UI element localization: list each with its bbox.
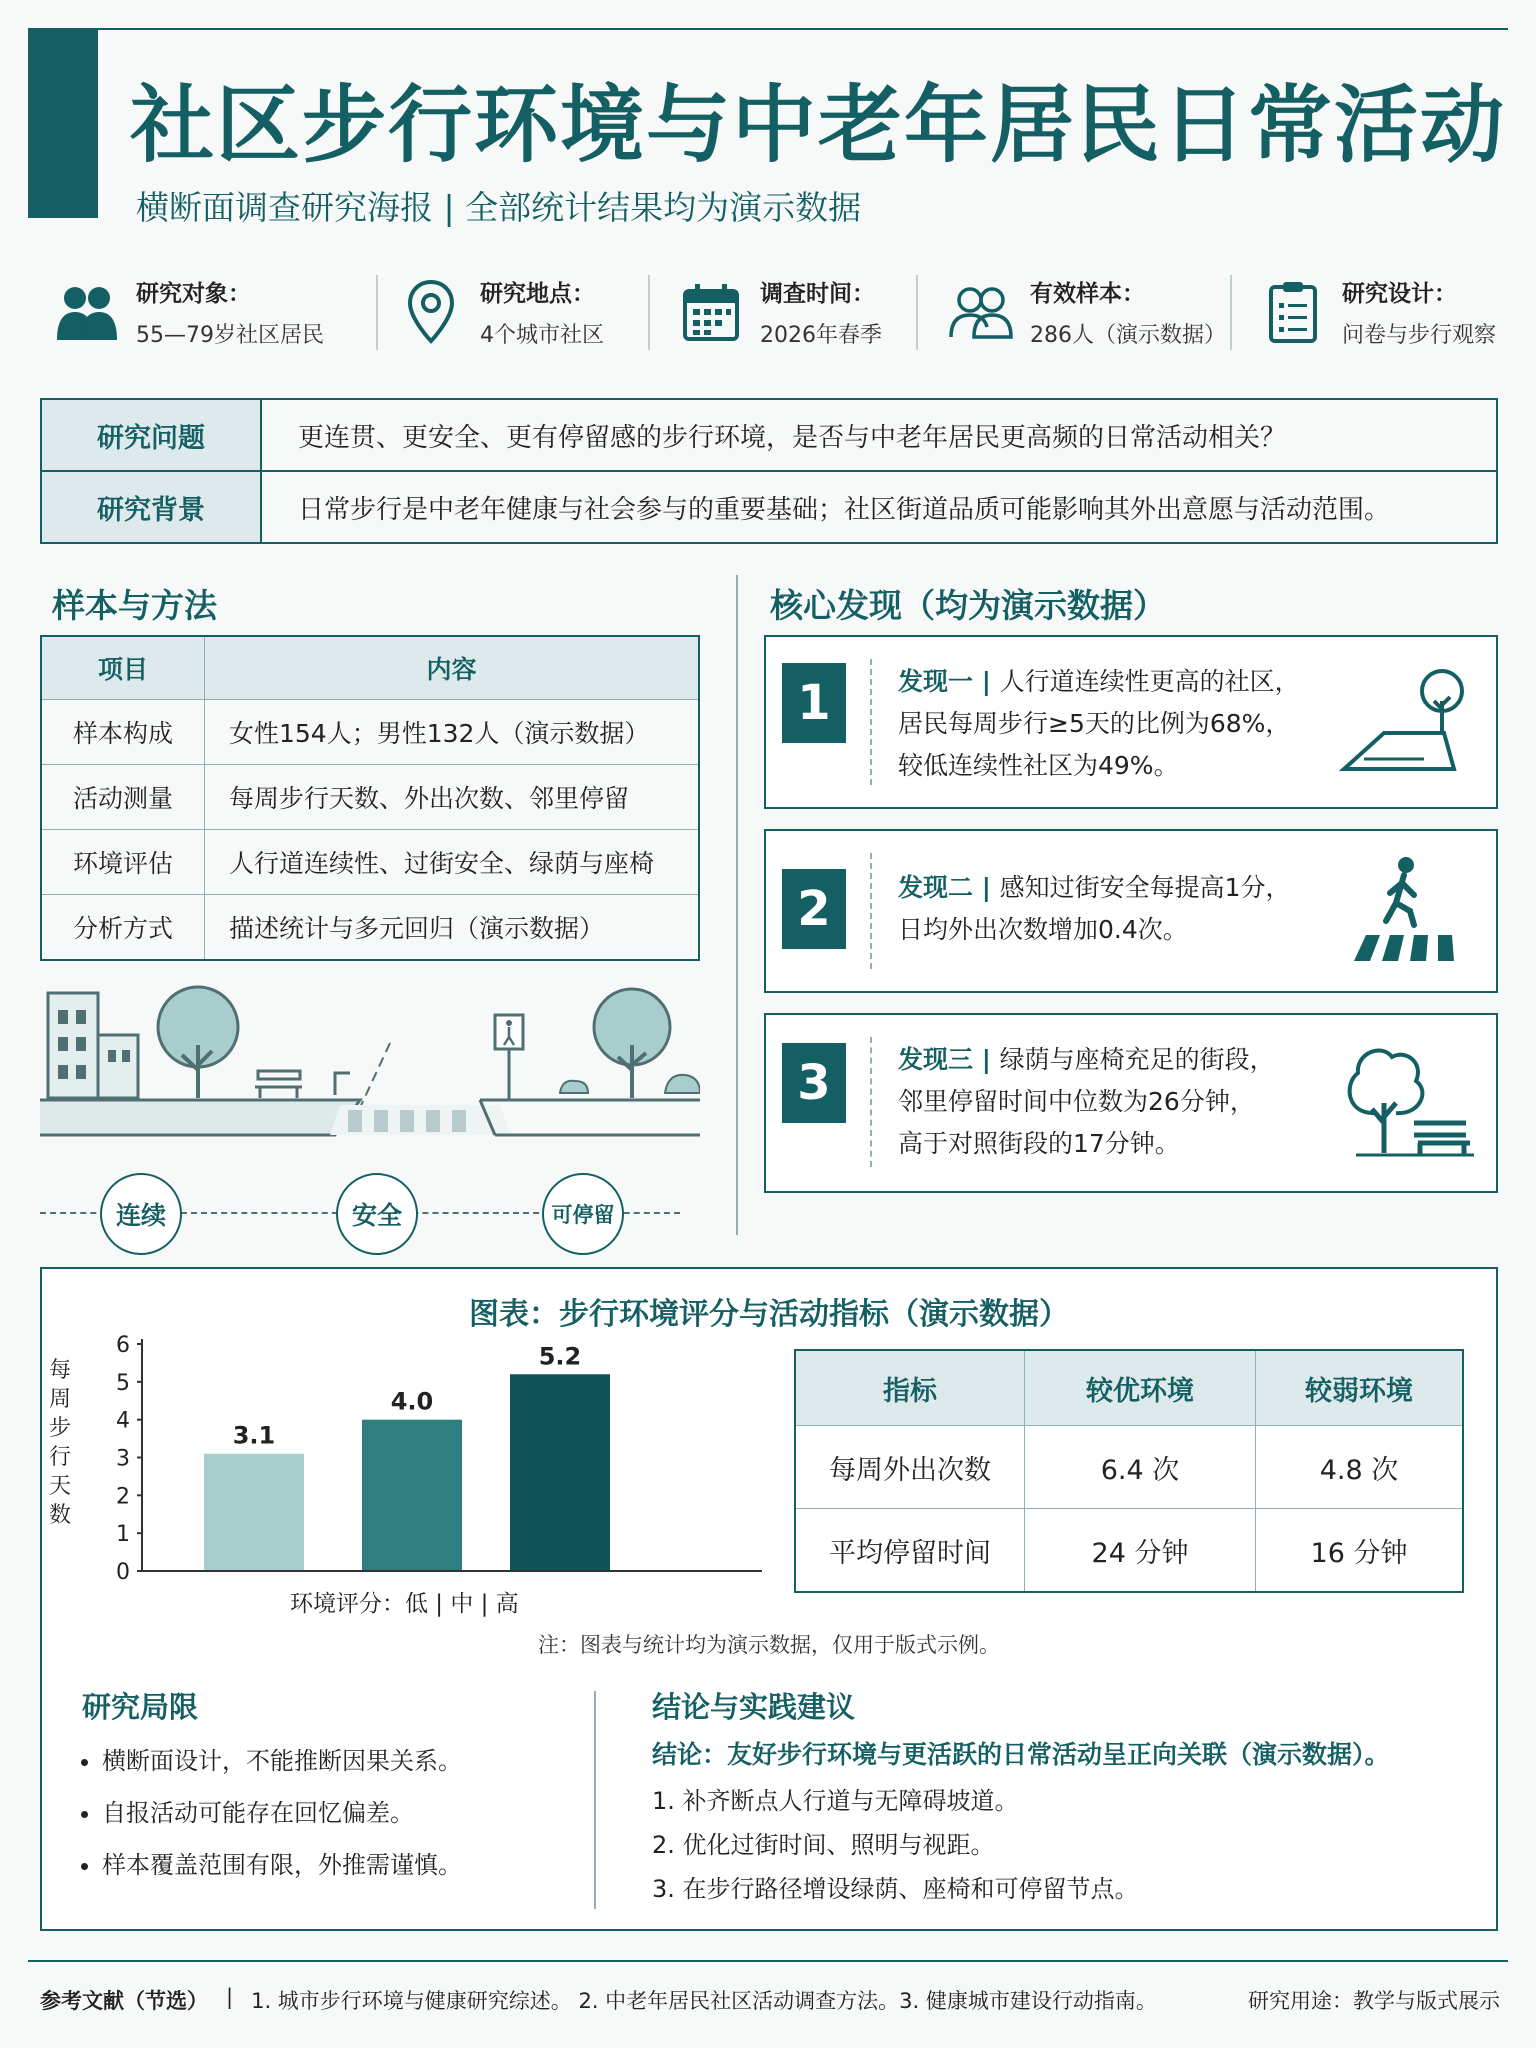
- table-cell: 6.4 次: [1025, 1426, 1256, 1509]
- bottom-panel: [40, 1667, 1498, 1931]
- finding-line: 高于对照街段的17分钟。: [898, 1129, 1180, 1158]
- background-row: [42, 470, 1496, 542]
- info-value: 问卷与步行观察: [1342, 323, 1497, 348]
- street-illustration: [40, 975, 700, 1150]
- chart-title: 图表：步行环境评分与活动指标（演示数据）: [469, 1297, 1069, 1332]
- table-row: [795, 1509, 1463, 1593]
- location-pin-icon: [396, 277, 466, 347]
- info-label: 有效样本：: [1030, 281, 1145, 307]
- table-cell: 人行道连续性、过街安全、绿荫与座椅: [205, 830, 700, 895]
- table-row: [795, 1426, 1463, 1509]
- table-row: [41, 895, 699, 961]
- finding-line: 绿荫与座椅充足的街段，: [999, 1045, 1275, 1074]
- table-row: [41, 765, 699, 830]
- info-subjects: [52, 272, 324, 352]
- sidewalk-tree-icon: [1334, 661, 1474, 781]
- conclusion-statement: 结论：友好步行环境与更活跃的日常活动呈正向关联（演示数据）。: [652, 1740, 1390, 1769]
- list-item: • 样本覆盖范围有限，外推需谨慎。: [102, 1839, 462, 1891]
- tag-continuous: 连续: [100, 1173, 182, 1255]
- clipboard-icon: [1258, 277, 1328, 347]
- finding-line: 日均外出次数增加0.4次。: [898, 915, 1188, 944]
- list-item: • 横断面设计，不能推断因果关系。: [102, 1735, 462, 1787]
- table-header: 较优环境: [1025, 1350, 1256, 1426]
- info-sample: [946, 272, 1226, 352]
- finding-line: 感知过街安全每提高1分，: [999, 873, 1291, 902]
- chart-panel: [40, 1267, 1498, 1671]
- conclusion-title: 结论与实践建议: [652, 1690, 856, 1724]
- calendar-icon: [676, 277, 746, 347]
- dashed-divider: [870, 1037, 872, 1167]
- table-cell: 女性154人；男性132人（演示数据）: [205, 700, 700, 765]
- references-text: 1. 城市步行环境与健康研究综述。 2. 中老年居民社区活动调查方法。3. 健康城市建设行动指南。: [251, 1989, 1157, 2013]
- finding-line: 邻里停留时间中位数为26分钟，: [898, 1087, 1255, 1116]
- divider: [376, 275, 378, 350]
- table-row: [41, 700, 699, 765]
- finding-text: 发现三 | 绿荫与座椅充足的街段， 邻里停留时间中位数为26分钟， 高于对照街段的17分钟。: [898, 1039, 1275, 1165]
- recommendation-list: [652, 1779, 1139, 1911]
- finding-line: 居民每周步行≥5天的比例为68%，: [898, 709, 1291, 738]
- list-item: 1. 补齐断点人行道与无障碍坡道。: [652, 1787, 1019, 1815]
- bar-低: [204, 1454, 304, 1571]
- y-axis-label: 每周步行天数: [48, 1358, 72, 1528]
- y-tick-label: 3: [116, 1446, 130, 1472]
- methods-title: 样本与方法: [52, 586, 217, 625]
- finding-number: 1: [782, 663, 846, 743]
- bar-高: [510, 1374, 610, 1571]
- tag-safe: 安全: [336, 1173, 418, 1255]
- column-divider: [736, 575, 738, 1235]
- table-cell: 每周外出次数: [795, 1426, 1025, 1509]
- panel-divider: [594, 1691, 596, 1909]
- dashed-divider: [870, 853, 872, 969]
- people-icon: [52, 277, 122, 347]
- table-header-row: [795, 1350, 1463, 1426]
- bar-chart: [42, 1269, 762, 1624]
- finding-card-2: [764, 829, 1498, 993]
- tree-bench-icon: [1336, 1043, 1476, 1163]
- info-label: 研究设计：: [1342, 281, 1457, 307]
- finding-number: 2: [782, 869, 846, 949]
- footer-rule: [28, 1960, 1508, 1962]
- question-text: 更连贯、更安全、更有停留感的步行环境，是否与中老年居民更高频的日常活动相关？: [298, 422, 1287, 453]
- dashed-divider: [870, 659, 872, 785]
- table-cell: 描述统计与多元回归（演示数据）: [205, 895, 700, 961]
- table-cell: 分析方式: [41, 895, 205, 961]
- table-cell: 24 分钟: [1025, 1509, 1256, 1593]
- bar-value-label: 5.2: [538, 1342, 582, 1371]
- finding-head: 发现三: [898, 1045, 974, 1074]
- research-question-table: [40, 398, 1498, 544]
- table-header: 较弱环境: [1256, 1350, 1464, 1426]
- background-text: 日常步行是中老年健康与社会参与的重要基础；社区街道品质可能影响其外出意愿与活动范围。: [298, 494, 1391, 525]
- y-tick-label: 5: [116, 1370, 130, 1396]
- findings-title: 核心发现（均为演示数据）: [770, 586, 1166, 625]
- info-value: 2026年春季: [760, 323, 882, 348]
- finding-head: 发现二: [898, 873, 974, 902]
- info-location: [396, 272, 604, 352]
- bar-value-label: 4.0: [390, 1387, 434, 1416]
- info-time: [676, 272, 882, 352]
- divider: [648, 275, 650, 350]
- table-cell: 16 分钟: [1256, 1509, 1464, 1593]
- comparison-table: [794, 1349, 1464, 1593]
- y-tick-label: 2: [116, 1484, 130, 1510]
- info-design: [1258, 272, 1496, 352]
- table-header: 内容: [205, 636, 700, 700]
- question-row: [42, 400, 1496, 470]
- bar-中: [362, 1420, 462, 1571]
- title-rule: [98, 28, 1508, 30]
- info-label: 研究地点：: [480, 281, 595, 307]
- bar-value-label: 3.1: [232, 1421, 276, 1450]
- list-item: • 自报活动可能存在回忆偏差。: [102, 1787, 462, 1839]
- y-tick-label: 6: [116, 1333, 130, 1358]
- methods-table: [40, 635, 700, 961]
- info-value: 286人（演示数据）: [1030, 323, 1226, 348]
- table-cell: 环境评估: [41, 830, 205, 895]
- info-label: 研究对象：: [136, 281, 251, 307]
- finding-line: 人行道连续性更高的社区，: [999, 667, 1300, 696]
- table-header: 指标: [795, 1350, 1025, 1426]
- chart-note: 注：图表与统计均为演示数据，仅用于版式示例。: [538, 1633, 1000, 1657]
- info-value: 55—79岁社区居民: [136, 323, 324, 348]
- background-label: 研究背景: [42, 472, 262, 542]
- page-subtitle: 横断面调查研究海报 | 全部统计结果均为演示数据: [136, 188, 862, 227]
- y-tick-label: 0: [116, 1560, 130, 1585]
- list-item: 3. 在步行路径增设绿荫、座椅和可停留节点。: [652, 1875, 1139, 1903]
- table-cell: 每周步行天数、外出次数、邻里停留: [205, 765, 700, 830]
- title-accent-bar: [28, 28, 98, 218]
- finding-card-1: [764, 635, 1498, 809]
- info-value: 4个城市社区: [480, 323, 604, 348]
- divider: [916, 275, 918, 350]
- tag-stayable: 可停留: [542, 1173, 624, 1255]
- finding-number: 3: [782, 1043, 846, 1123]
- finding-text: 发现一 | 人行道连续性更高的社区， 居民每周步行≥5天的比例为68%， 较低连续性社区为49%。: [898, 661, 1300, 787]
- table-header-row: [41, 636, 699, 700]
- table-row: [41, 830, 699, 895]
- finding-line: 较低连续性社区为49%。: [898, 751, 1179, 780]
- question-label: 研究问题: [42, 400, 262, 470]
- divider: [1230, 275, 1232, 350]
- references-label: 参考文献（节选）: [40, 1989, 208, 2013]
- table-cell: 4.8 次: [1256, 1426, 1464, 1509]
- finding-head: 发现一: [898, 667, 974, 696]
- table-cell: 样本构成: [41, 700, 205, 765]
- usage-text: 研究用途：教学与版式展示: [1248, 1989, 1500, 2013]
- pedestrian-crossing-icon: [1334, 853, 1474, 963]
- info-label: 调查时间：: [760, 281, 875, 307]
- finding-text: 发现二 | 感知过街安全每提高1分， 日均外出次数增加0.4次。: [898, 867, 1290, 951]
- table-cell: 活动测量: [41, 765, 205, 830]
- finding-card-3: [764, 1013, 1498, 1193]
- page-title: 社区步行环境与中老年居民日常活动: [130, 76, 1507, 174]
- group-icon: [946, 277, 1016, 347]
- limitations-list: [62, 1735, 462, 1891]
- footer: 参考文献（节选） | 1. 城市步行环境与健康研究综述。 2. 中老年居民社区活动调查方法。3. 健康城市建设行动指南。 研究用途：教学与版式展示: [40, 1985, 1500, 2013]
- y-tick-label: 1: [116, 1522, 130, 1548]
- list-item: 2. 优化过街时间、照明与视距。: [652, 1831, 995, 1859]
- table-cell: 平均停留时间: [795, 1509, 1025, 1593]
- x-axis-caption: 环境评分：低 | 中 | 高: [290, 1591, 519, 1617]
- table-header: 项目: [41, 636, 205, 700]
- limitations-title: 研究局限: [82, 1690, 199, 1724]
- y-tick-label: 4: [116, 1408, 130, 1434]
